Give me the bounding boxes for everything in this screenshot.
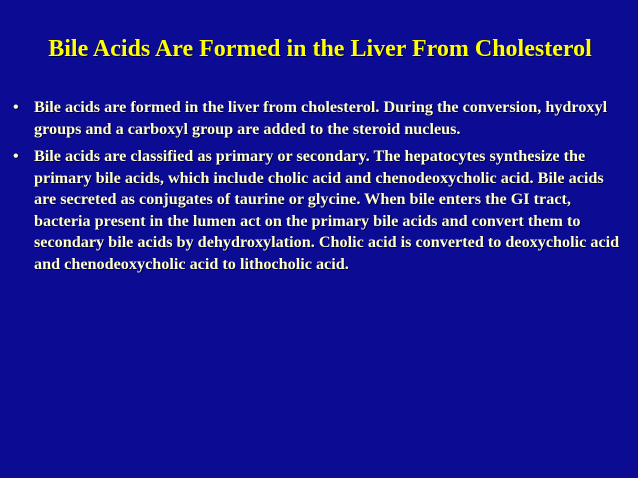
bullet-marker: • xyxy=(13,98,19,116)
bullet-item-2 xyxy=(13,146,625,275)
bullet-marker: • xyxy=(13,147,19,165)
bullet-text: Bile acids are formed in the liver from cholesterol. During the conversion, hydroxyl groups and a carboxyl group are added to the steroid nucleus. xyxy=(34,98,608,138)
bullet-list xyxy=(13,97,625,281)
bullet-item-1 xyxy=(13,97,625,140)
slide-title: Bile Acids Are Formed in the Liver From Cholesterol xyxy=(48,36,592,62)
bullet-text: Bile acids are classified as primary or secondary. The hepatocytes synthesize the primary bile acids, which include cholic acid and chenodeoxycholic acid. Bile acids are secreted as conjugates of taurine or glycine. When bile enters the GI tract, bacteria present in the lumen act on the primary bile acids and convert them to secondary bile acids by dehydroxylation. Cholic acid is converted to deoxycholic acid and chenodeoxycholic acid to lithocholic acid. xyxy=(34,147,620,273)
